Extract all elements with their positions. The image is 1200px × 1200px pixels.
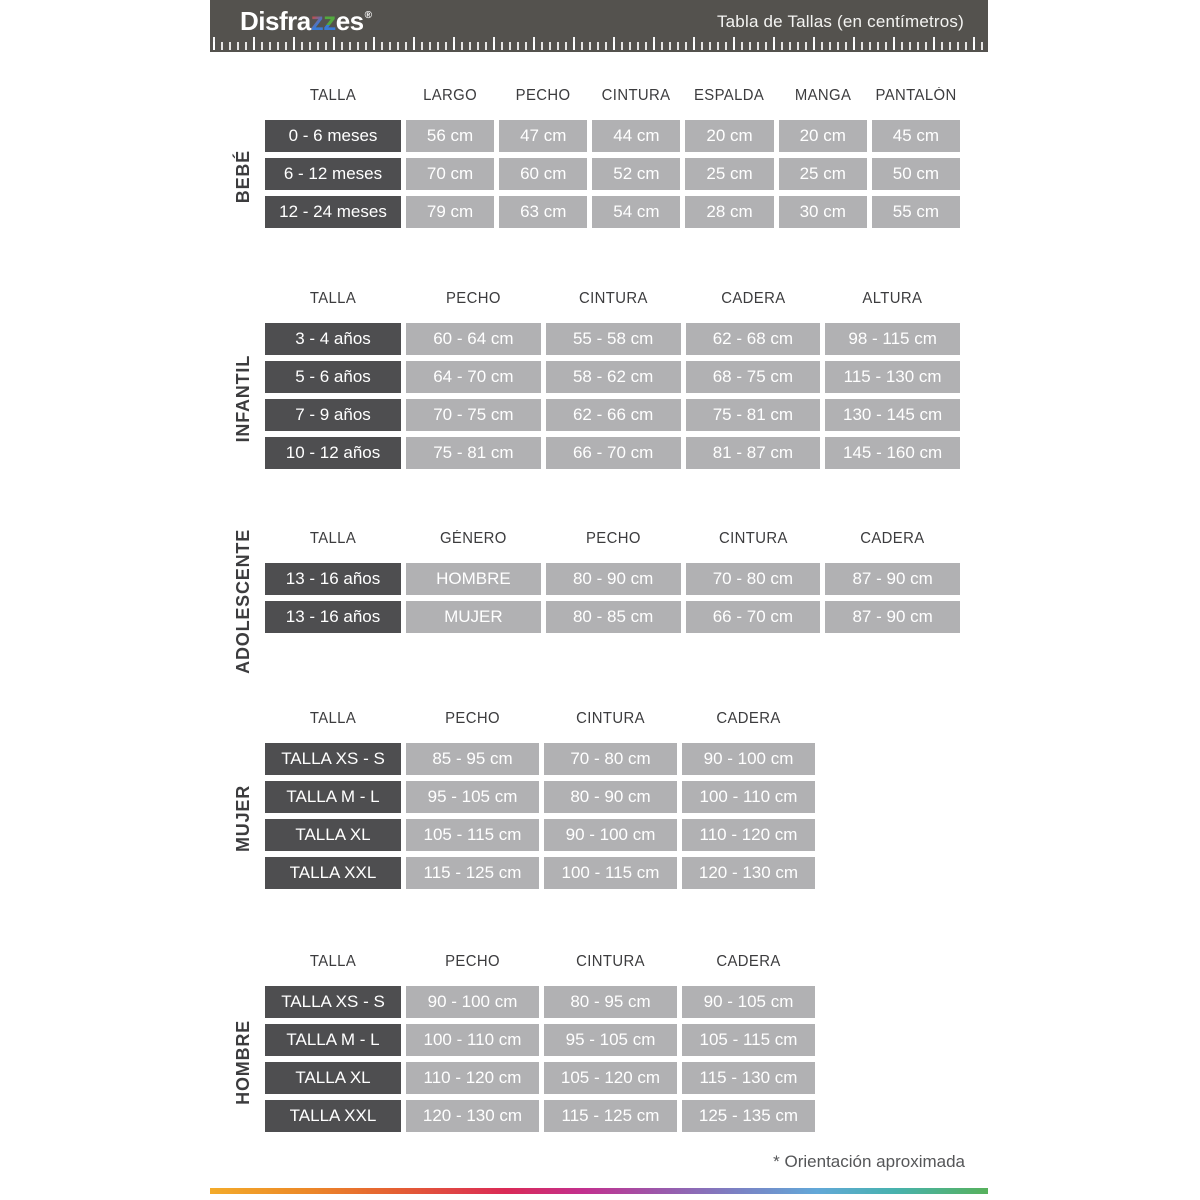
measure-cell: 56 cm [406, 120, 494, 152]
measure-cell: 30 cm [779, 196, 867, 228]
column-header: GÉNERO [439, 530, 507, 547]
measure-cell: 95 - 105 cm [406, 781, 539, 813]
table-mujer [232, 708, 815, 895]
column-header: LARGO [423, 87, 478, 104]
column-header: CINTURA [718, 530, 788, 547]
size-cell: 0 - 6 meses [265, 120, 401, 152]
column-header: CADERA [716, 710, 781, 727]
size-cell: 3 - 4 años [265, 323, 401, 355]
measure-cell: 45 cm [872, 120, 960, 152]
measure-cell: 70 - 80 cm [544, 743, 677, 775]
size-cell: TALLA XS - S [265, 743, 401, 775]
table-row [265, 1062, 815, 1094]
column-headers [265, 528, 960, 550]
table-row [265, 601, 960, 633]
section-label-infantil [231, 323, 255, 475]
column-header: PANTALÓN [875, 87, 957, 104]
page-title: Tabla de Tallas (en centímetros) [716, 12, 964, 31]
section-label-text: MUJER [232, 785, 253, 853]
measure-cell: MUJER [406, 601, 541, 633]
size-cell: TALLA M - L [265, 1024, 401, 1056]
measure-cell: 87 - 90 cm [825, 563, 960, 595]
measure-cell: 105 - 115 cm [406, 819, 539, 851]
measure-cell: 28 cm [685, 196, 773, 228]
section-label-text: ADOLESCENTE [232, 528, 253, 674]
table-row [265, 361, 960, 393]
column-header: PECHO [585, 530, 641, 547]
table-row [265, 986, 815, 1018]
measure-cell: 55 cm [872, 196, 960, 228]
size-cell: 5 - 6 años [265, 361, 401, 393]
measure-cell: 66 - 70 cm [686, 601, 821, 633]
size-cell: TALLA XS - S [265, 986, 401, 1018]
measure-cell: 20 cm [685, 120, 773, 152]
measure-cell: 54 cm [592, 196, 680, 228]
ruler-icon [213, 35, 985, 52]
table-row [265, 743, 815, 775]
table-row [265, 563, 960, 595]
column-header: CINTURA [576, 710, 645, 727]
column-header: ESPALDA [694, 87, 765, 104]
column-header: CADERA [720, 290, 786, 307]
table-infantil [232, 288, 960, 475]
column-header: CINTURA [578, 290, 648, 307]
size-cell: TALLA XL [265, 1062, 401, 1094]
measure-cell: 85 - 95 cm [406, 743, 539, 775]
table-rows [265, 743, 815, 889]
registered-mark: ® [364, 10, 372, 21]
measure-cell: 105 - 120 cm [544, 1062, 677, 1094]
measure-cell: 95 - 105 cm [544, 1024, 677, 1056]
table-rows [265, 563, 960, 633]
measure-cell: 75 - 81 cm [406, 437, 541, 469]
measure-cell: 98 - 115 cm [825, 323, 960, 355]
column-header: PECHO [515, 87, 571, 104]
column-headers [265, 288, 960, 310]
measure-cell: 25 cm [685, 158, 773, 190]
logo-text: Disfra [240, 6, 311, 36]
measure-cell: 90 - 105 cm [682, 986, 815, 1018]
table-hombre [232, 951, 815, 1138]
section-label-adolescente [231, 528, 255, 674]
measure-cell: 80 - 90 cm [546, 563, 681, 595]
measure-cell: 90 - 100 cm [682, 743, 815, 775]
measure-cell: 55 - 58 cm [546, 323, 681, 355]
measure-cell: 80 - 95 cm [544, 986, 677, 1018]
measure-cell: 80 - 85 cm [546, 601, 681, 633]
measure-cell: 115 - 125 cm [406, 857, 539, 889]
table-row [265, 158, 960, 190]
column-header: TALLA [309, 710, 357, 727]
measure-cell: 87 - 90 cm [825, 601, 960, 633]
measure-cell: 120 - 130 cm [406, 1100, 539, 1132]
table-row [265, 120, 960, 152]
column-headers [265, 85, 960, 107]
column-header: CADERA [860, 530, 925, 547]
table-row [265, 781, 815, 813]
measure-cell: 115 - 130 cm [825, 361, 960, 393]
measure-cell: 110 - 120 cm [682, 819, 815, 851]
size-cell: 13 - 16 años [265, 563, 401, 595]
table-bebe [232, 85, 960, 234]
measure-cell: 68 - 75 cm [686, 361, 821, 393]
table-row [265, 1100, 815, 1132]
section-label-bebe [231, 120, 255, 234]
measure-cell: 60 - 64 cm [406, 323, 541, 355]
measure-cell: 100 - 115 cm [544, 857, 677, 889]
size-cell: 6 - 12 meses [265, 158, 401, 190]
column-header: TALLA [309, 530, 357, 547]
measure-cell: 75 - 81 cm [686, 399, 821, 431]
logo-z1: z [310, 6, 324, 36]
column-headers [265, 708, 815, 730]
column-headers [265, 951, 815, 973]
table-rows [265, 120, 960, 228]
measure-cell: 62 - 68 cm [686, 323, 821, 355]
approximation-footnote: * Orientación aproximada [773, 1152, 965, 1171]
size-cell: TALLA XXL [265, 1100, 401, 1132]
column-header: ALTURA [862, 290, 923, 307]
measure-cell: 70 - 75 cm [406, 399, 541, 431]
size-cell: 12 - 24 meses [265, 196, 401, 228]
measure-cell: 100 - 110 cm [682, 781, 815, 813]
section-label-text: HOMBRE [232, 1019, 253, 1105]
logo-text-end: es [335, 6, 364, 36]
table-row [265, 1024, 815, 1056]
measure-cell: 62 - 66 cm [546, 399, 681, 431]
measure-cell: 64 - 70 cm [406, 361, 541, 393]
size-cell: TALLA XXL [265, 857, 401, 889]
ruler-tall-ticks [213, 37, 985, 50]
size-cell: 13 - 16 años [265, 601, 401, 633]
measure-cell: 63 cm [499, 196, 587, 228]
table-adolescente [232, 528, 960, 674]
column-header: PECHO [445, 710, 500, 727]
measure-cell: 120 - 130 cm [682, 857, 815, 889]
measure-cell: 25 cm [779, 158, 867, 190]
table-row [265, 399, 960, 431]
measure-cell: 115 - 125 cm [544, 1100, 677, 1132]
column-header: TALLA [309, 87, 357, 104]
measure-cell: 79 cm [406, 196, 494, 228]
measure-cell: 81 - 87 cm [686, 437, 821, 469]
column-header: PECHO [445, 953, 500, 970]
measure-cell: 47 cm [499, 120, 587, 152]
section-label-text: INFANTIL [232, 355, 253, 443]
column-header: TALLA [309, 290, 357, 307]
measure-cell: 80 - 90 cm [544, 781, 677, 813]
section-label-hombre [231, 986, 255, 1138]
column-header: CADERA [716, 953, 781, 970]
measure-cell: 100 - 110 cm [406, 1024, 539, 1056]
measure-cell: HOMBRE [406, 563, 541, 595]
measure-cell: 66 - 70 cm [546, 437, 681, 469]
measure-cell: 52 cm [592, 158, 680, 190]
section-label-text: BEBÉ [232, 150, 253, 204]
table-row [265, 819, 815, 851]
measure-cell: 125 - 135 cm [682, 1100, 815, 1132]
measure-cell: 70 - 80 cm [686, 563, 821, 595]
table-row [265, 196, 960, 228]
column-header: CINTURA [601, 87, 671, 104]
size-cell: TALLA XL [265, 819, 401, 851]
measure-cell: 58 - 62 cm [546, 361, 681, 393]
measure-cell: 20 cm [779, 120, 867, 152]
measure-cell: 90 - 100 cm [544, 819, 677, 851]
size-cell: 10 - 12 años [265, 437, 401, 469]
column-header: CINTURA [576, 953, 645, 970]
column-header: TALLA [309, 953, 357, 970]
table-rows [265, 323, 960, 469]
measure-cell: 145 - 160 cm [825, 437, 960, 469]
measure-cell: 105 - 115 cm [682, 1024, 815, 1056]
measure-cell: 110 - 120 cm [406, 1062, 539, 1094]
logo-z2: z [323, 6, 336, 36]
measure-cell: 60 cm [499, 158, 587, 190]
measure-cell: 44 cm [592, 120, 680, 152]
measure-cell: 115 - 130 cm [682, 1062, 815, 1094]
measure-cell: 70 cm [406, 158, 494, 190]
measure-cell: 50 cm [872, 158, 960, 190]
size-cell: TALLA M - L [265, 781, 401, 813]
measure-cell: 90 - 100 cm [406, 986, 539, 1018]
table-row [265, 323, 960, 355]
table-rows [265, 986, 815, 1132]
section-label-mujer [231, 743, 255, 895]
column-header: PECHO [445, 290, 501, 307]
measure-cell: 130 - 145 cm [825, 399, 960, 431]
rainbow-divider [210, 1188, 988, 1194]
size-cell: 7 - 9 años [265, 399, 401, 431]
table-row [265, 857, 815, 889]
column-header: MANGA [794, 87, 851, 104]
header-bar [210, 0, 988, 52]
brand-logo [240, 6, 372, 37]
table-row [265, 437, 960, 469]
